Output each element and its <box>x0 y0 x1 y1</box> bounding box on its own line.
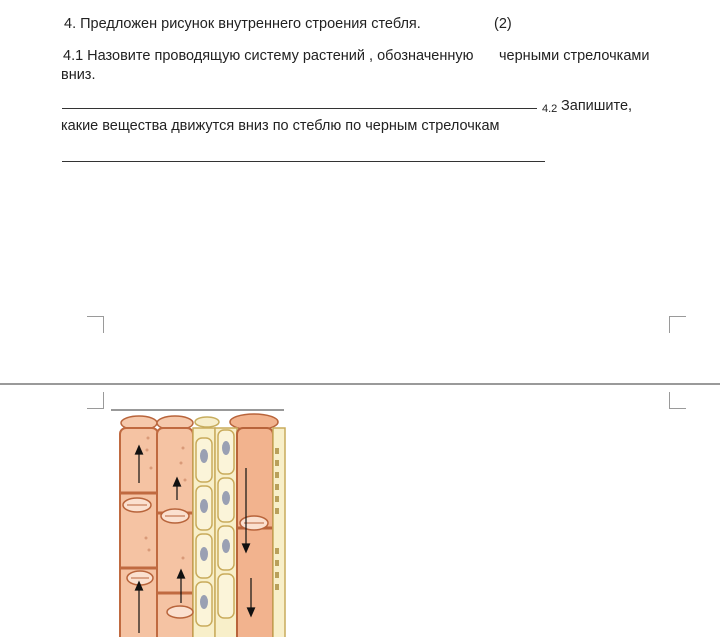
answer-line-4-2[interactable] <box>62 161 545 162</box>
question-title: 4. Предложен рисунок внутреннего строения стебля. <box>64 16 421 32</box>
question-points: (2) <box>494 16 512 32</box>
question-4-2-text: какие вещества движутся вниз по стеблю по черным стрелочкам <box>61 118 500 134</box>
question-4-1-text-b: черными стрелочками <box>499 48 650 64</box>
question-4-1-text-c: вниз. <box>61 67 96 83</box>
question-4-2-number: 4.2 <box>542 103 558 115</box>
page-corner-mark-top-right <box>669 392 686 409</box>
document-page-2 <box>0 385 720 637</box>
question-4-2-label: Запишите, <box>561 98 633 114</box>
answer-line-4-1[interactable] <box>62 108 537 109</box>
stem-structure-illustration <box>111 408 287 637</box>
page-corner-mark-top-left <box>87 392 104 409</box>
question-4-1-text-a: 4.1 Назовите проводящую систему растений , обозначенную <box>63 48 474 64</box>
page-corner-mark-bottom-left <box>87 316 104 333</box>
page-corner-mark-bottom-right <box>669 316 686 333</box>
